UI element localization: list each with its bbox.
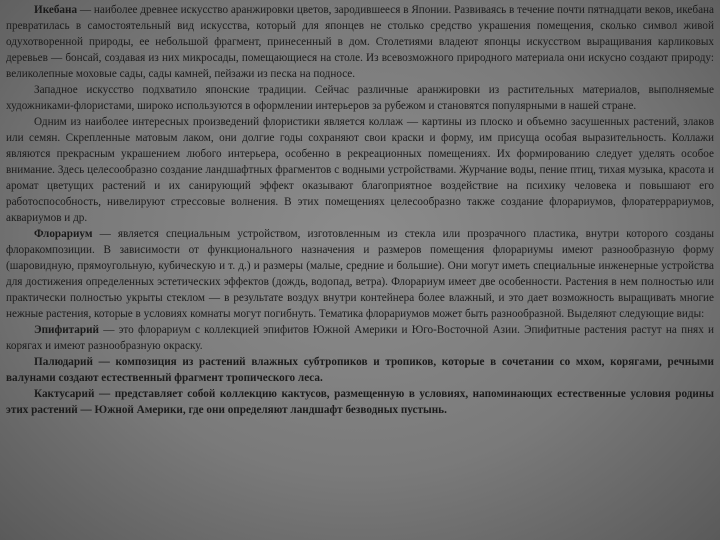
paragraph-epiphytarium — [6, 322, 714, 354]
document-page — [6, 2, 714, 538]
term-florarium: Флорариум — [34, 228, 93, 240]
paragraph-collage-text: Одним из наиболее интересных произведений флористики является коллаж — картины из плоско и объемно засушенных растений, злаков или семян. Скрепленные матовым лаком, они долгие годы сохраняют свои краски и форму, им присуща особая выразительность. Коллажи являются прекрасным украшением любого интерьера, особенно в рекреационных помещениях. Их формированию следует уделять особое внимание. Здесь целесообразно создание ландшафтных фрагментов с водными устройствами. Журчание воды, пение птиц, тихая музыка, красота и аромат цветущих растений и их санирующий эффект оказывают благоприятное воздействие на психику человека и повышают его работоспособность, нивелируют стрессовые волнения. В этих помещениях целесообразно также создание флорариумов, флоратеррариумов, аквариумов и др. — [6, 116, 714, 224]
term-cactusarium: Кактусарий — [34, 388, 95, 400]
paragraph-collage — [6, 114, 714, 226]
paragraph-cactusarium — [6, 386, 714, 418]
paragraph-ikebana — [6, 2, 714, 82]
paragraph-ikebana-text: — наиболее древнее искусство аранжировки цветов, зародившееся в Японии. Развиваясь в течение почти пятнадцати веков, икебана превратилась в самостоятельный вид искусства, который для японцев не столько средство украшения помещения, сколько символ живой одухотворенной природы, ее небольшой фрагмент, принесенный в дом. Столетиями владеют японцы искусством выращивания карликовых деревьев — бонсай, создавая из них микросады, помещающиеся на столе. Из всевозможного природного материала они искусно создают природу: великолепные моховые сады, сады камней, пейзажи из песка на подносе. — [6, 4, 714, 80]
paragraph-western-art-text: Западное искусство подхватило японские традиции. Сейчас различные аранжировки из растительных материалов, выполняемые художниками-флористами, широко используются в оформлении интерьеров за рубежом и становятся популярными в нашей стране. — [6, 84, 714, 112]
paragraph-paludarium — [6, 354, 714, 386]
paragraph-cactusarium-text: — представляет собой коллекцию кактусов, размещенную в условиях, напоминающих естественные условия родины этих растений — Южной Америки, где они определяют ландшафт безводных пустынь. — [6, 388, 714, 416]
term-ikebana: Икебана — [34, 4, 78, 16]
paragraph-florarium — [6, 226, 714, 322]
term-epiphytarium: Эпифитарий — [34, 324, 100, 336]
paragraph-florarium-text: — является специальным устройством, изготовленным из стекла или прозрачного пластика, внутри которого созданы флоракомпозиции. В зависимости от функционального назначения и размеров помещения флорариумы имеют разнообразную форму (шаровидную, прямоугольную, кубическую и т. д.) и размеры (малые, средние и большие). Они могут иметь специальные инженерные устройства для достижения определенных эстетических эффектов (дождь, водопад, ветра). Флорариум имеет две особенности. Растения в нем полностью или практически полностью укрыты стеклом — в результате воздух внутри контейнера более влажный, и это дает возможность выращивать многие нежные растения, которые в условиях комнаты могут погибнуть. Тематика флорариумов может быть разнообразной. Выделяют следующие виды: — [6, 228, 714, 320]
paragraph-paludarium-text: — композиция из растений влажных субтропиков и тропиков, которые в сочетании со мхом, корягами, речными валунами создают естественный фрагмент тропического леса. — [6, 356, 714, 384]
term-paludarium: Палюдарий — [34, 356, 93, 368]
paragraph-epiphytarium-text: — это флорариум с коллекцией эпифитов Южной Америки и Юго-Восточной Азии. Эпифитные растения растут на пнях и корягах и имеют разнообразную окраску. — [6, 324, 714, 352]
paragraph-western-art — [6, 82, 714, 114]
